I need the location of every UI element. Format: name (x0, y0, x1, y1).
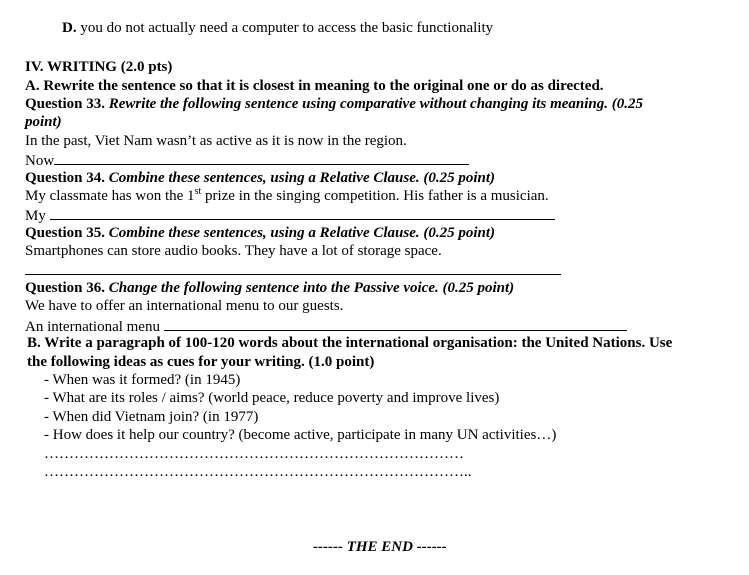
q35-sentence: Smartphones can store audio books. They have a lot of storage space. (25, 243, 442, 259)
q33-instruction: Rewrite the following sentence using comparative without changing its meaning. (0.25 (105, 96, 643, 112)
q36-answer-line (25, 316, 627, 336)
q36-heading (25, 279, 514, 297)
q34-answer-blank[interactable] (50, 205, 555, 220)
cue-item: - What are its roles / aims? (world peace, reduce poverty and improve lives) (44, 390, 500, 406)
cue-item: - How does it help our country? (become active, participate in many UN activities…) (44, 427, 557, 443)
writing-dots-line-1[interactable]: ………………………………………………………………………… (44, 446, 464, 462)
q33-answer-line (25, 150, 469, 170)
q33-sentence: In the past, Viet Nam wasn’t as active as it is now in the region. (25, 133, 407, 149)
q35-label: Question 35. (25, 225, 106, 241)
cue-item: - When was it formed? (in 1945) (44, 372, 241, 388)
q36-label: Question 36. (25, 280, 106, 296)
q36-prompt: An international menu (25, 319, 160, 335)
q33-heading (25, 95, 643, 113)
q33-answer-blank[interactable] (54, 150, 469, 165)
q33-label: Question 33. (25, 96, 106, 112)
q35-answer-blank[interactable] (25, 260, 561, 275)
cue-item: - When did Vietnam join? (in 1977) (44, 409, 259, 425)
q34-instruction: Combine these sentences, using a Relative Clause. (0.25 point) (105, 170, 496, 186)
option-d-text: you do not actually need a computer to access the basic functionality (76, 20, 494, 36)
q33-prompt: Now (25, 153, 55, 169)
part-b-heading-line2: the following ideas as cues for your writing. (1.0 point) (27, 354, 375, 370)
q36-answer-blank[interactable] (164, 316, 627, 331)
q34-sentence-part-b: prize in the singing competition. His father is a musician. (201, 188, 549, 204)
q33-instruction-cont: point) (25, 114, 62, 130)
part-b-heading-line1: B. Write a paragraph of 100-120 words about the international organisation: the United Nations. Use (27, 335, 673, 351)
q35-heading (25, 224, 495, 242)
option-d (62, 19, 493, 37)
section-title: IV. WRITING (2.0 pts) (25, 59, 173, 75)
option-d-letter: D. (62, 20, 77, 36)
writing-dots-line-2[interactable]: ………………………………………………………………………….. (44, 464, 472, 480)
the-end: ------ THE END ------ (313, 539, 447, 555)
part-a-heading: A. Rewrite the sentence so that it is closest in meaning to the original one or do as directed. (25, 78, 604, 94)
q34-prompt: My (25, 208, 46, 224)
q34-answer-line (25, 205, 555, 225)
q36-instruction: Change the following sentence into the Passive voice. (0.25 point) (105, 280, 515, 296)
q35-answer-line (25, 260, 561, 280)
q34-sentence (25, 187, 549, 205)
q34-sentence-sup: st (194, 186, 202, 197)
q34-label: Question 34. (25, 170, 106, 186)
q34-heading (25, 169, 495, 187)
q34-sentence-part-a: My classmate has won the 1 (25, 188, 195, 204)
q35-instruction: Combine these sentences, using a Relative Clause. (0.25 point) (105, 225, 496, 241)
q36-sentence: We have to offer an international menu to our guests. (25, 298, 344, 314)
